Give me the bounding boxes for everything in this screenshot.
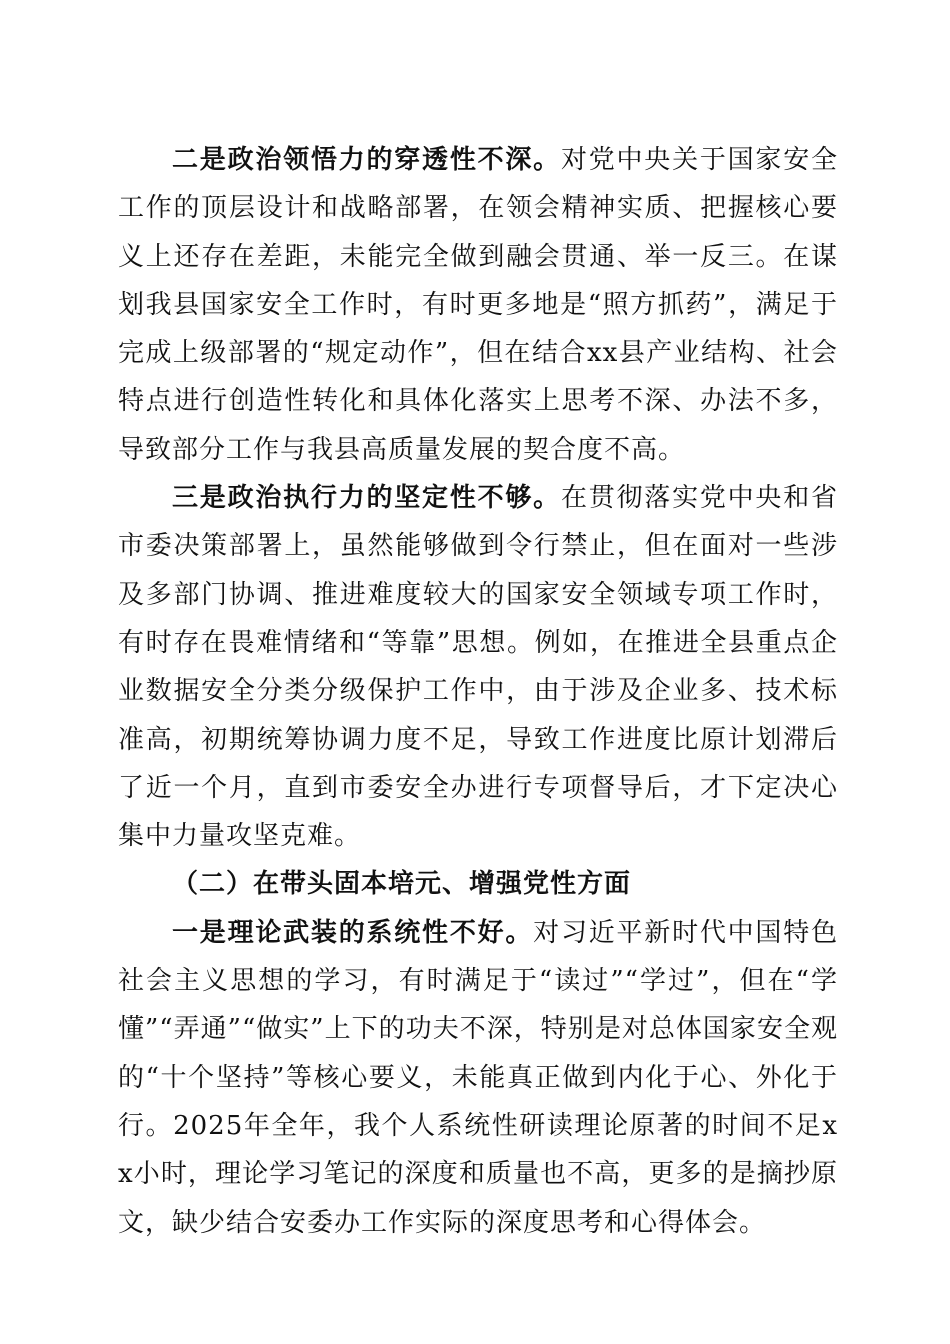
- paragraph-lead: 二是政治领悟力的穿透性不深。: [172, 145, 561, 175]
- document-page: [118, 136, 838, 1247]
- section-heading: （二）在带头固本培元、增强党性方面: [172, 869, 632, 900]
- paragraph-political-comprehension: [118, 136, 838, 474]
- paragraph-body: 在贯彻落实党中央和省市委决策部署上，虽然能够做到令行禁止，但在面对一些涉及多部门协调、推进难度较大的国家安全领域专项工作时，有时存在畏难情绪和“等靠”思想。例如，在推进全县重点企业数据安全分类分级保护工作中，由于涉及企业多、技术标准高，初期统筹协调力度不足，导致工作进度比原计划滞后了近一个月，直到市委安全办进行专项督导后，才下定决心集中力量攻坚克难。: [118, 483, 838, 852]
- paragraph-political-execution: [118, 474, 838, 860]
- paragraph-lead: 一是理论武装的系统性不好。: [172, 917, 534, 948]
- paragraph-lead: 三是政治执行力的坚定性不够。: [172, 483, 561, 514]
- paragraph-body: 对习近平新时代中国特色社会主义思想的学习，有时满足于“读过”“学过”，但在“学懂”“弄通”“做实”上下的功夫不深，特别是对总体国家安全观的“十个坚持”等核心要义，未能真正做到内化于心、外化于行。2025年全年，我个人系统性研读理论原著的时间不足xx小时，理论学习笔记的深度和质量也不高，更多的是摘抄原文，缺少结合安委办工作实际的深度思考和心得体会。: [118, 917, 838, 1238]
- paragraph-theory-study: [118, 909, 838, 1247]
- paragraph-body: 对党中央关于国家安全工作的顶层设计和战略部署，在领会精神实质、把握核心要义上还存在差距，未能完全做到融会贯通、举一反三。在谋划我县国家安全工作时，有时更多地是“照方抓药”，满足于完成上级部署的“规定动作”，但在结合xx县产业结构、社会特点进行创造性转化和具体化落实上思考不深、办法不多，导致部分工作与我县高质量发展的契合度不高。: [118, 145, 838, 465]
